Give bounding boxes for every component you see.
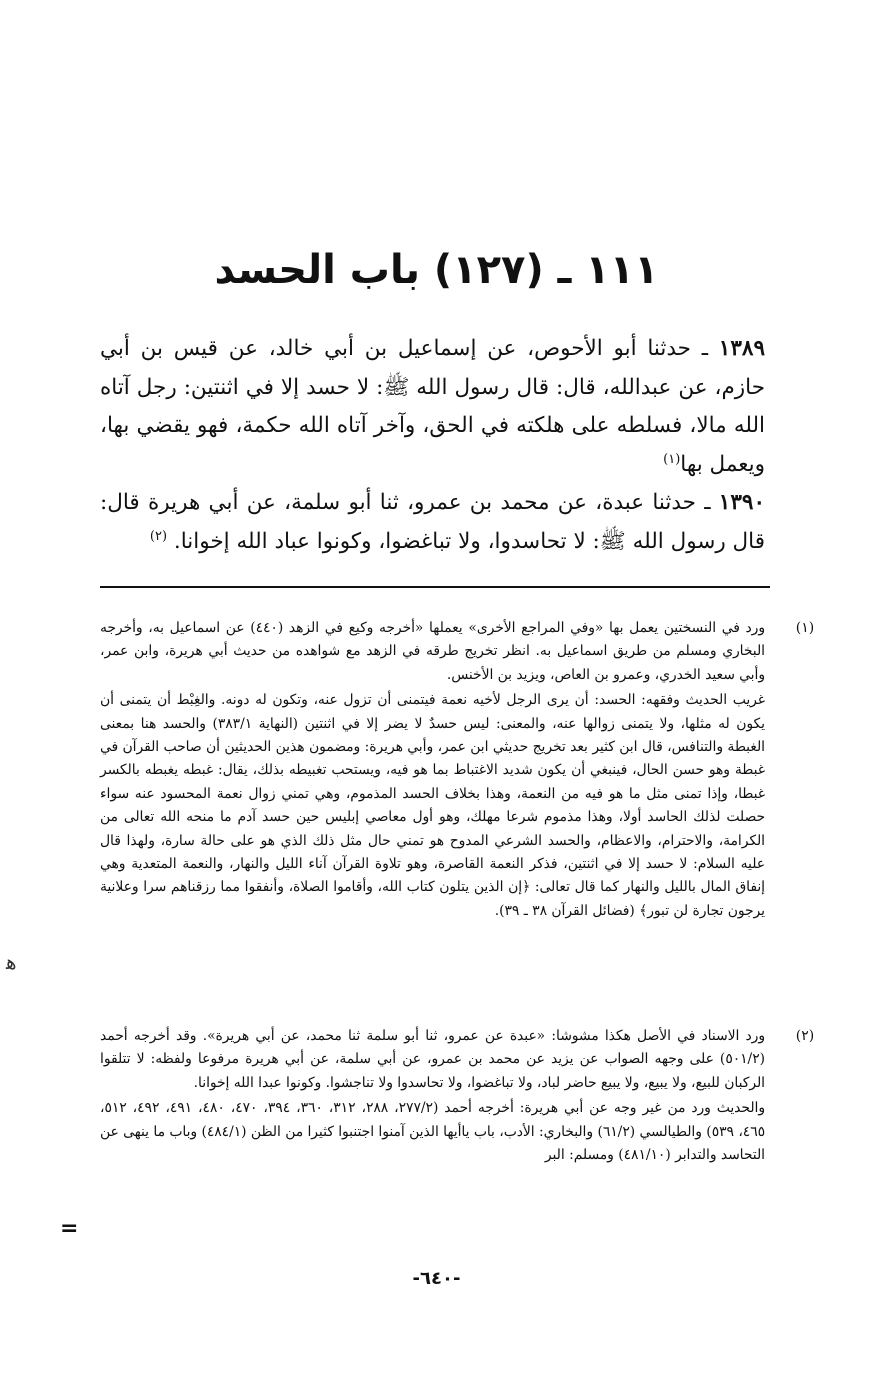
hadith-number: ١٣٩٠ [718, 490, 765, 515]
chapter-title: ١١١ ـ (١٢٧) باب الحسد [214, 247, 659, 293]
footnote-marker: (١) [795, 620, 815, 636]
footnote-divider [100, 586, 770, 588]
page-number: -٦٤٠- [412, 1268, 461, 1289]
footnote-paragraph: والحديث ورد من غير وجه عن أبي هريرة: أخرجه أحمد (٢٧٧/٢، ٢٨٨، ٣١٢، ٣٦٠، ٣٩٤، ٤٧٠، ٤٨٠، ٤٩١، ٤٩٢، ٥١٢، ٤٦٥، ٥٣٩) والطيالسي (٦١/٢) والبخاري: الأدب، باب ياأيها الذين آمنوا اجتنبوا كثيرا من الظن (٤٨٤/١) وباب ما ينهى عن التحاسد والتدابر (٤٨١/١٠) ومسلم: البر [100, 1100, 766, 1164]
footnote-2 [100, 1025, 815, 1167]
footnote-1 [100, 617, 815, 923]
footnote-paragraph: غريب الحديث وفقهه: الحسد: أن يرى الرجل لأخيه نعمة فيتمنى أن تزول عنه، وتكون له دونه. والغِبْط أن يتمنى أن يكون له مثلها، ولا يتمنى زوالها عنه، والمعنى: ليس حسدٌ لا يضر إلا في اثنتين (النهاية ٣٨٣/١) والحسد هنا بمعنى الغبطة والتنافس، قال ابن كثير بعد تخريج حديثي ابن عمر، وأبي هريرة: ومضمون هذين الحديثين أن صاحب القرآن في غبطة وهو حسن الحال، فينبغي أن يكون شديد الاغتباط بما هو فيه، ويستحب تغبيطه بذلك، يقال: غبطه يغبطه بالكسر غبطا، وإذا تمنى مثل ما هو فيه من النعمة، وهذا بخلاف الحسد المذموم، وهي تمني زوال نعمة المحسود عنه سواء حصلت لذلك الحاسد أولا، وهذا مذموم شرعا مهلك، وهو أول معاصي إبليس حين حسد آدم ما منحه الله تعالى من الكرامة، والاحترام، والاعظام، والحسد الشرعي المدوح هو تمني حال مثل ذلك الذي هو على حالة سارة، ولهذا قال عليه السلام: لا حسد إلا في اثنتين، فذكر النعمة القاصرة، وهو تلاوة القرآن آناء الليل والنهار، والنعمة المتعدية وهي إنفاق المال بالليل والنهار كما قال تعالى: ﴿إن الذين يتلون كتاب الله، وأقاموا الصلاة، وأنفقوا مما رزقناهم سرا وعلانية يرجون تجارة لن تبور﴾ (فضائل القرآن ٣٨ ـ ٣٩). [100, 692, 765, 919]
margin-mark: ﻫ [6, 950, 17, 974]
hadith-1389 [100, 330, 765, 484]
hadith-text: ـ حدثنا أبو الأحوص، عن إسماعيل بن أبي خالد، عن قيس بن أبي حازم، عن عبدالله، قال: قال رسول الله ﷺ: لا حسد إلا في اثنتين: رجل آتاه الله مالا، فسلطه على هلكته في الحق، وآخر آتاه الله حكمة، فهو يقضي بها، ويعمل بها [100, 336, 765, 477]
footnote-marker: (٢) [795, 1028, 815, 1044]
hadith-number: ١٣٨٩ [718, 336, 765, 361]
footnote-ref[interactable]: (٢) [149, 528, 168, 544]
footnote-paragraph: ورد الاسناد في الأصل هكذا مشوشا: «عبدة عن عمرو، ثنا أبو سلمة ثنا محمد، عن أبي هريرة». وقد أخرجه أحمد (٥٠١/٢) على وجهه الصواب عن يزيد عن محمد بن عمرو، عن أبي سلمة، عن أبي هريرة مرفوعا ولفظه: لا تتلقوا الركبان للبيع، ولا يبيع، ولا يبيع حاضر لباد، ولا تباغضوا، ولا تحاسدوا ولا تناجشوا. وكونوا عبدا الله إخوانا. [100, 1028, 765, 1091]
continuation-mark: = [60, 1216, 79, 1241]
hadith-text: ـ حدثنا عبدة، عن محمد بن عمرو، ثنا أبو سلمة، عن أبي هريرة قال: قال رسول الله ﷺ: لا تحاسدوا، ولا تباغضوا، وكونوا عباد الله إخوانا. [100, 490, 765, 554]
footnote-ref[interactable]: (١) [663, 451, 681, 467]
hadith-1390 [100, 484, 765, 561]
footnote-paragraph: ورد في النسختين يعمل بها «وفي المراجع الأخرى» يعملها «أخرجه وكيع في الزهد (٤٤٠) عن اسماعيل به، وأخرجه البخاري ومسلم من طريق اسماعيل به. انظر تخريج طرقه في الزهد مع شواهده من حديث أبي هريرة، وابن عمر، وأبي سعيد الخدري، وعمرو بن العاص، ويزيد بن الأخنس. [100, 620, 765, 683]
